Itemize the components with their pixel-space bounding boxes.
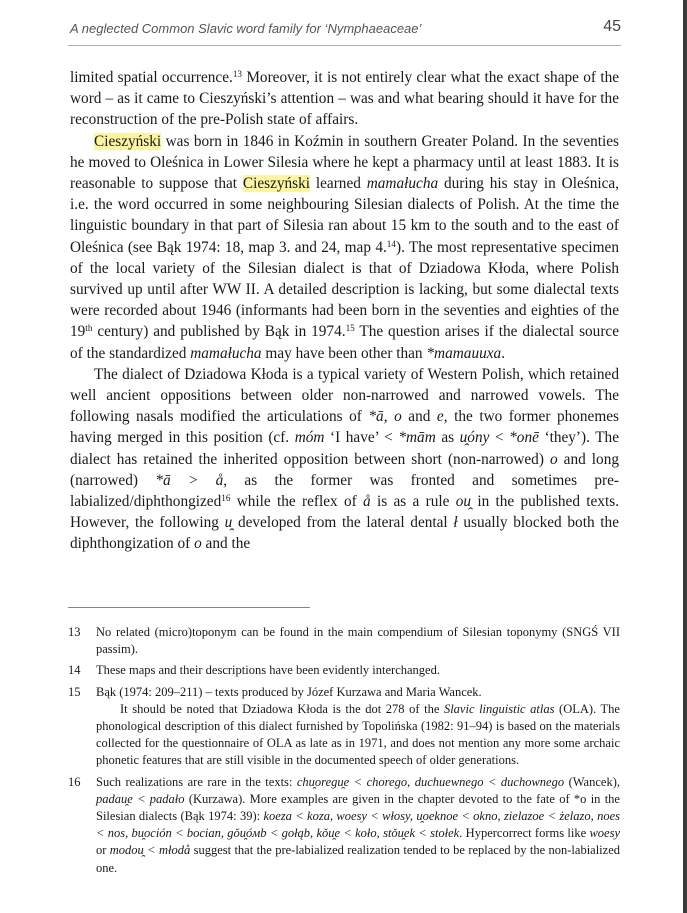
- footnote-14: 14 These maps and their descriptions have been evidently interchanged.: [68, 662, 620, 679]
- paragraph-3: The dialect of Dziadowa Kłoda is a typical variety of Western Polish, which retained well ancient oppositions between older non-narrowed and narrowed vowels. The following nasals modified the articulations of *ā, o and e, the two former phonemes having merged in this position (cf. móm ‘I have’ < *mām as u̯óny < *onē ‘they’). The dialect has retained the inherited opposition between short (non-narrowed) o and long (narrowed) *ā > å, as the former was fronted and sometimes pre-labialized/diphthongized$^{16}$ while the reflex of å is as a rule ou̯ in the published texts. However, the following u̯ developed from the lateral dental ł usually blocked both the diphthongization of o and the: [70, 365, 620, 553]
- running-title: A neglected Common Slavic word family for ‘Nymphaeaceae’: [70, 21, 422, 36]
- page-edge: [683, 0, 687, 913]
- footnote-ref-14[interactable]: 14: [386, 238, 396, 249]
- footnote-16: 16 Such realizations are rare in the texts: chu̯oregu̯e < chorego, duchuewnego < duchownego (Wancek), padau̯e < padało (Kurzawa). More examples are given in the chapter devoted to the fate of *o in the Silesian dialects (Bąk 1974: 39): koeza < koza, woesy < włosy, u̯oeknoe < okno, zielazoe < żelazo, noes < nos, bu̯oción < bocian, gǒu̯óмb < gołąb, kǒu̯e < koło, stǒu̯ek < stołek. Hypercorrect forms like woesy or modou̯ < młodå suggest that the pre-labialized realization tended to be replaced by the non-labialized one.: [68, 774, 621, 875]
- footnote-13: 13 No related (micro)toponym can be found in the main compendium of Silesian toponymy (SNGŚ VII passim).: [68, 625, 620, 657]
- footnote-number: 13: [68, 625, 81, 639]
- highlight-cieszynski[interactable]: Cieszyński: [242, 175, 311, 193]
- footnote-number: 16: [68, 774, 81, 789]
- footnote-number: 14: [68, 663, 81, 678]
- page-header: [68, 19, 621, 46]
- main-text: [70, 67, 619, 555]
- footnotes: [68, 624, 620, 881]
- paragraph-2: Cieszyński was born in 1846 in Koźmin in southern Greater Poland. In the seventies he moved to Oleśnica in Lower Silesia where he kept a pharmacy until at least 1883. It is reasonable to suppose that Cieszyński learned mamałucha during his stay in Oleśnica, i.e. the word occurred in some neighbouring Silesian dialects of Polish. At the time the linguistic boundary in that part of Silesia ran about 15 km to the south and to the east of Oleśnica (see Bąk 1974: 18, map 3. and 24, map 4.14). The most representative specimen of the local variety of the Silesian dialect is that of Dziadowa Kłoda, where Polish survived up until after WW II. A detailed description is lacking, but some dialectal texts were recorded about 1946 (informants had been born in the seventies and eighties of the 19th century) and published by Bąk in 1974.15 The question arises if the dialectal source of the standardized mamałucha may have been other than *mamauuxa.: [70, 132, 619, 362]
- footnote-15: 15 Bąk (1974: 209–211) – texts produced by Józef Kurzawa and Maria Wancek. It should be noted that Dziadowa Kłoda is the dot 278 of the Slavic linguistic atlas (OLA). The phonological description of this dialect furnished by Topolińska (1982: 91–94) is based on the materials collected for the questionnaire of OLA as late as in 1971, and does not mention any more some archaic phonetic features that are still visible in the documented speech of older generations.: [68, 684, 620, 768]
- page-number: 45: [603, 18, 621, 35]
- footnote-number: 15: [68, 684, 81, 699]
- footnote-ref-15[interactable]: 15: [345, 323, 355, 334]
- footnote-separator: [68, 607, 310, 608]
- highlight-cieszynski[interactable]: Cieszyński: [94, 132, 162, 150]
- paragraph-1: limited spatial occurrence.$^{13}$ Moreover, it is not entirely clear what the exact shape of the word – as it came to Cieszyński’s attention – was and what bearing should it have for the reconstruction of the pre-Polish state of affairs.: [70, 68, 620, 129]
- footnote-ref-13[interactable]: 13: [232, 68, 242, 79]
- footnote-ref-16[interactable]: 16: [221, 493, 231, 504]
